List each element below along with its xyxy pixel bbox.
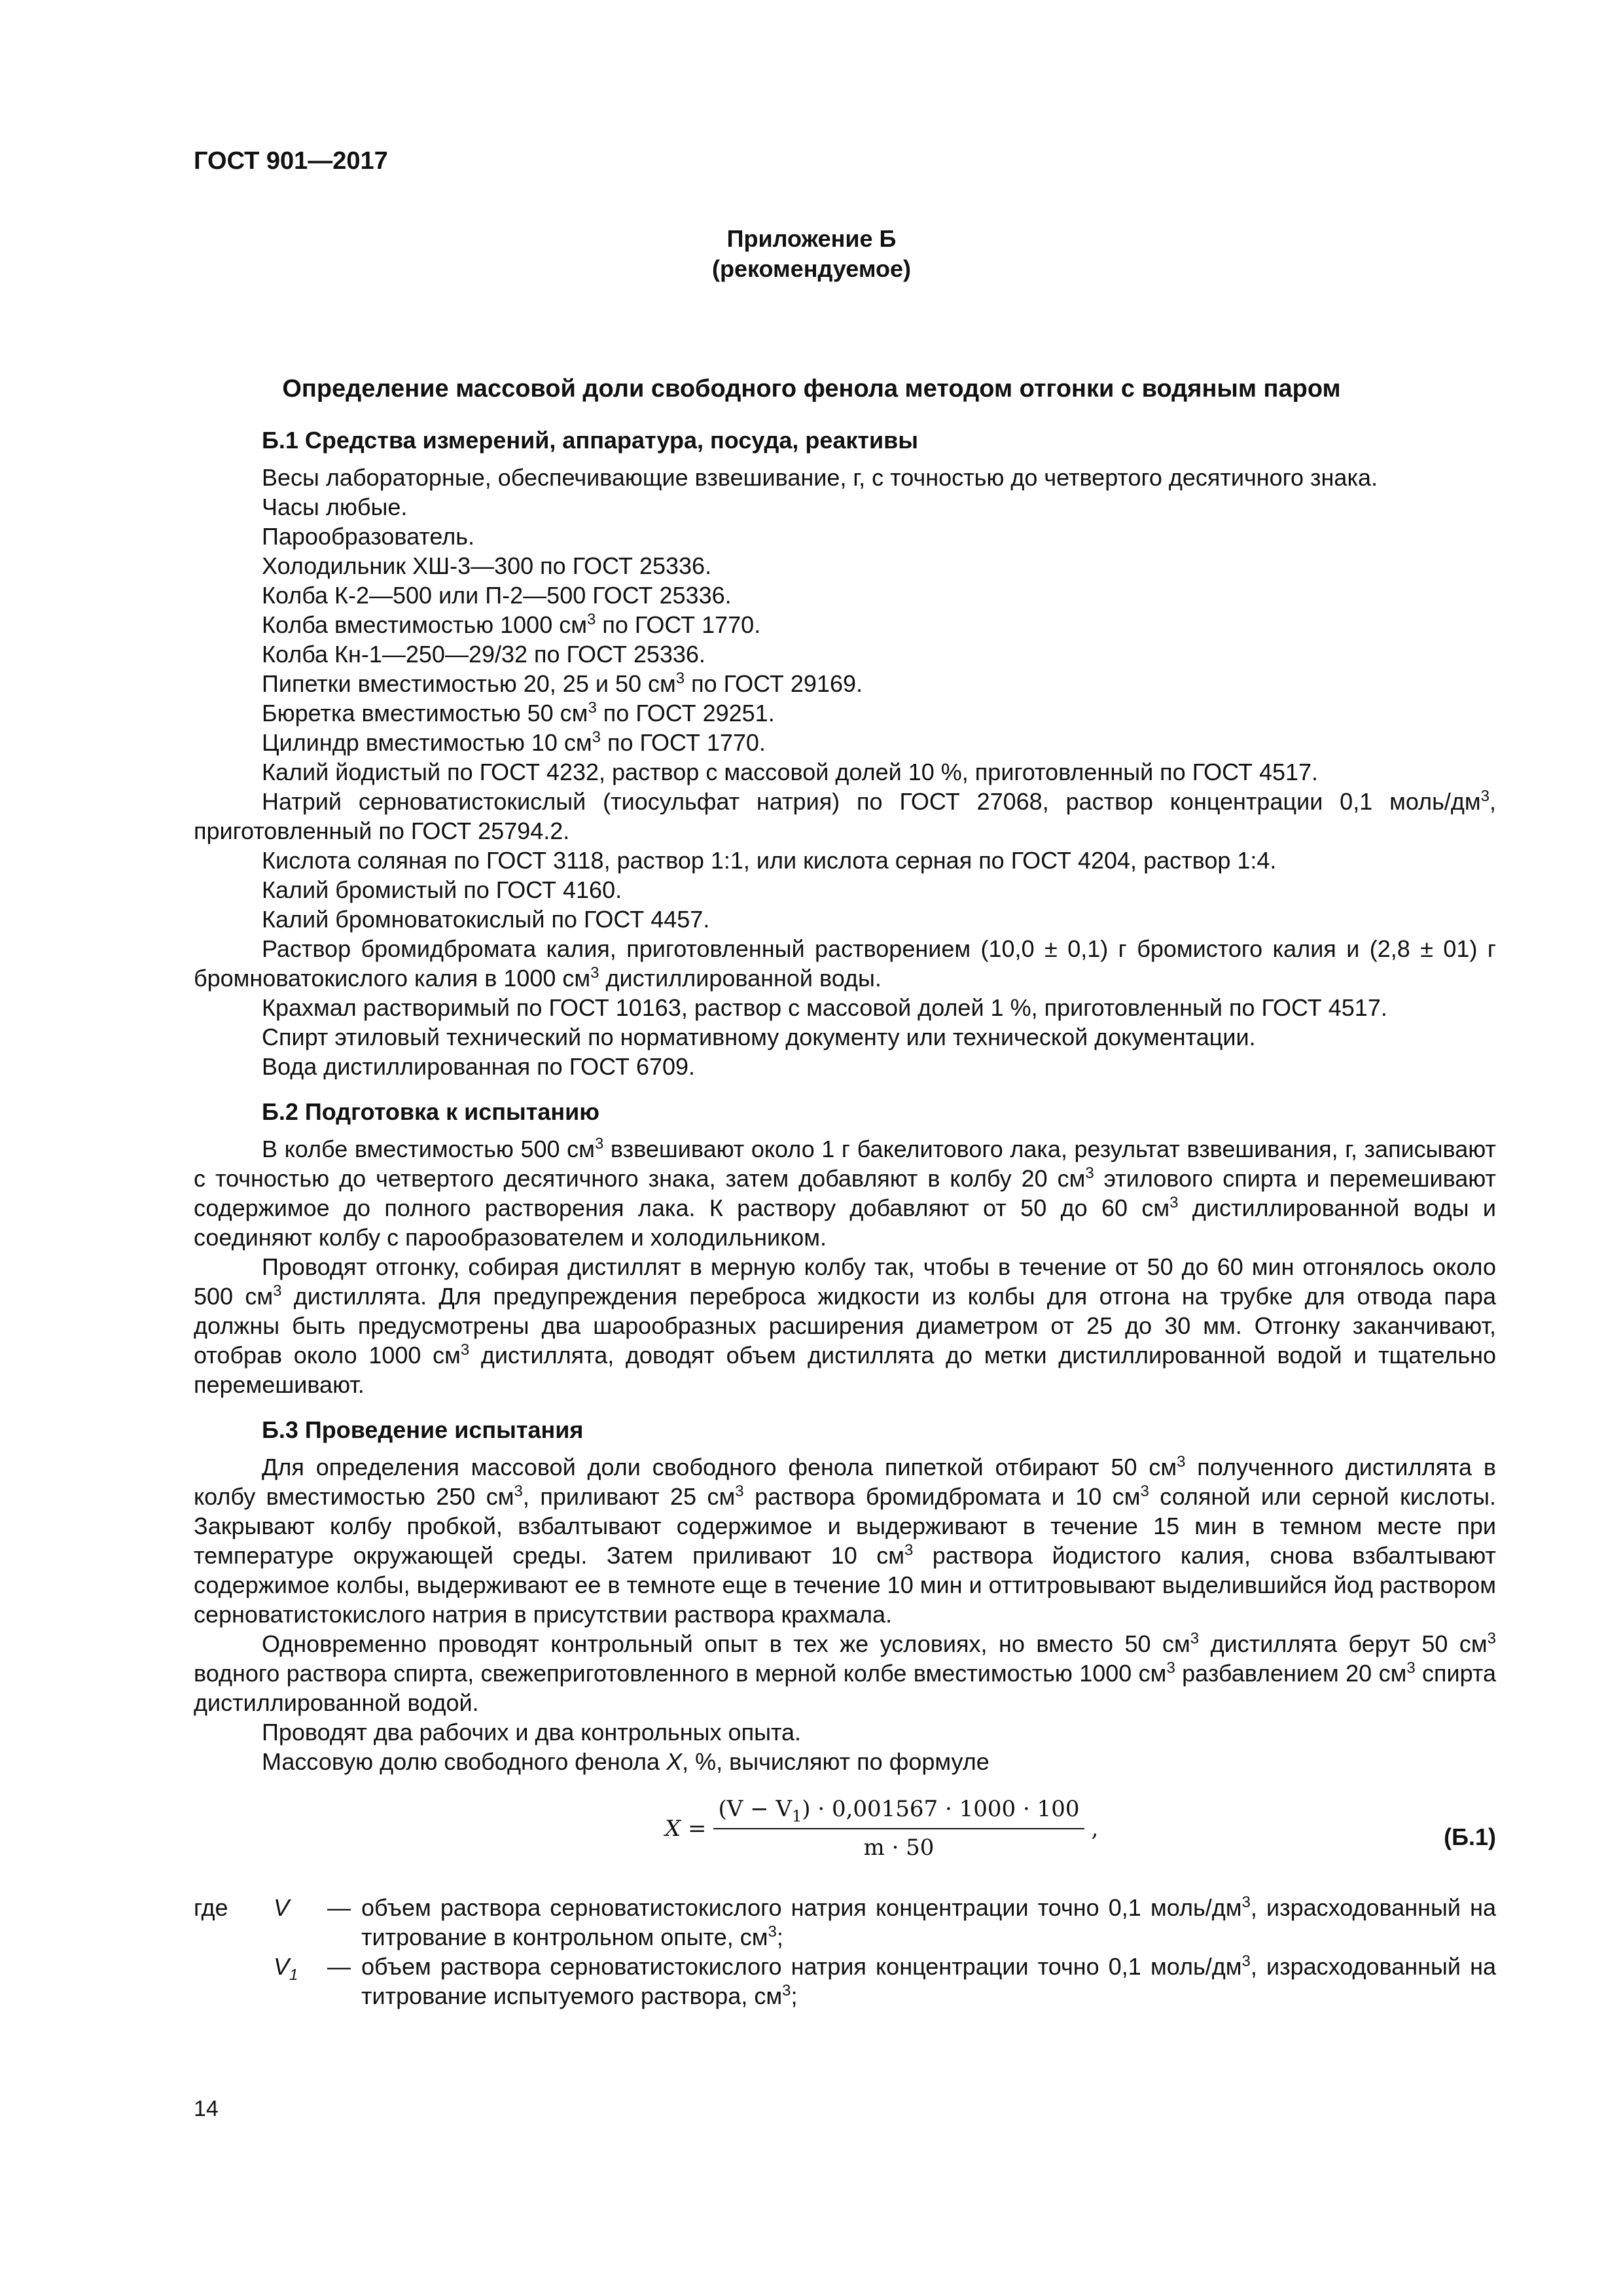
equipment-item: Пипетки вместимостью 20, 25 и 50 $см^3$ по ГОСТ 29169. [262,670,863,697]
equipment-item: Цилиндр вместимостью 10 $см^3$ по ГОСТ 1770. [262,728,766,756]
equipment-item: Кислота соляная по ГОСТ 3118, раствор 1:1, или кислота серная по ГОСТ 4204, раствор 1:4. [262,847,1277,874]
variable-v-symbol: V [274,1894,290,1921]
equipment-item: Калий бромноватокислый по ГОСТ 4457. [262,906,710,933]
equipment-item: Колба К-2—500 или П-2—500 ГОСТ 25336. [262,582,732,609]
equipment-item: Натрий серноватистокислый (тиосульфат натрия) по ГОСТ 27068, раствор концентрации 0,1 моль/$дм^3$, приготовленный по ГОСТ 25794.2. [194,787,1496,844]
equipment-item: Колба вместимостью 1000 $см^3$ по ГОСТ 1770. [262,611,761,638]
formula-fraction [713,1795,1085,1863]
formula-expression [665,1795,1098,1863]
variable-v-definition: объем раствора серноватистокислого натрия концентрации точно 0,1 моль/$дм^3$, израсходованный на титрование в контрольном опыте, $см^3$; [361,1893,1496,1950]
section-b2-heading: Б.2 Подготовка к испытанию [262,1098,600,1125]
equipment-item: Раствор бромидброматa калия, приготовленный растворением (10,0 ± 0,1) г бромистого калия и (2,8 ± 01) г бромноватокислого калия в 1000 $см^3$ дистиллированной воды. [194,935,1496,992]
paragraph: В колбе вместимостью 500 $см^3$ взвешивают около 1 г бакелитового лака, результат взвешивания, г, записывают с точностью до четвертого десятичного знака, затем добавляют в колбу 20 $см^3$ этилового спирта и перемешивают содержимое до полного растворения лака. К раствору добавляют от 50 до 60 $см^3$ дистиллированной воды и соединяют колбу с парообразователем и холодильником. [194,1135,1497,1251]
variable-v1-symbol: $V_1$ [274,1953,298,1984]
annex-status: (рекомендуемое) [712,255,911,282]
equipment-item: Весы лабораторные, обеспечивающие взвешивание, г, с точностью до четвертого десятичного знака. [262,464,1378,491]
equipment-item: Холодильник ХШ-3—300 по ГОСТ 25336. [262,552,712,579]
where-word: где [194,1894,228,1921]
paragraph: Проводят отгонку, собирая дистиллят в мерную колбу так, чтобы в течение от 50 до 60 мин отгонялось около 500 $см^3$ дистиллята. Для предупреждения переброса жидкости из колбы для отгона на трубке для отвода пара должны быть предусмотрены два шарообразных расширения диаметром от 25 до 30 мм. Отгонку заканчивают, отобрав около 1000 $см^3$ дистиллята, доводят объем дистиллята до метки дистиллированной водой и тщательно перемешивают. [194,1253,1496,1398]
formula-lhs: X = [665,1815,707,1842]
variable-definitions [194,1893,1496,2011]
annex-title: Приложение Б [726,225,897,252]
equipment-item: Колба Кн-1—250—29/32 по ГОСТ 25336. [262,641,705,668]
page-number: 14 [194,2096,219,2121]
equipment-list [194,463,1496,1081]
dash: — [327,1953,351,1980]
paragraph: Одновременно проводят контрольный опыт в тех же условиях, но вместо 50 $см^3$ дистиллята берут 50 $см^3$ водного раствора спирта, свежеприготовленного в мерной колбе вместимостью 1000 $см^3$ разбавлением 20 $см^3$ спирта дистиллированной водой. [194,1630,1496,1716]
variable-v1-definition: объем раствора серноватистокислого натрия концентрации точно 0,1 моль/$дм^3$, израсходованный на титрование испытуемого раствора, $см^3$; [361,1952,1496,2009]
formula-b1 [194,1795,1496,1880]
document-body [194,425,1496,2011]
equipment-item: Бюретка вместимостью 50 $см^3$ по ГОСТ 29251. [262,699,775,726]
equipment-item: Калий йодистый по ГОСТ 4232, раствор с массовой долей 10 %, приготовленный по ГОСТ 4517. [262,759,1319,785]
equipment-item: Крахмал растворимый по ГОСТ 10163, раствор с массовой долей 1 %, приготовленный по ГОСТ 4517. [262,994,1387,1021]
equipment-item: Калий бромистый по ГОСТ 4160. [262,876,622,903]
formula-numerator: $(V - V_1) \cdot 0,001567 \cdot 1000 \cdot 100$ [713,1795,1085,1829]
paragraph: Проводят два рабочих и два контрольных опыта. [262,1719,802,1746]
equipment-item: Парообразователь. [262,523,474,550]
standard-header: ГОСТ 901—2017 [194,147,388,175]
section-b3-heading: Б.3 Проведение испытания [262,1416,584,1443]
paragraph: Для определения массовой доли свободного фенола пипеткой отбирают 50 $см^3$ полученного дистиллята в колбу вместимостью 250 $см^3$, приливают 25 $см^3$ раствора бромидбромата и 10 $см^3$ соляной или серной кислоты. Закрывают колбу пробкой, взбалтывают содержимое и выдерживают в течение 15 мин в темном месте при температуре окружающей среды. Затем приливают 10 $см^3$ раствора йодистого калия, снова взбалтывают содержимое колбы, выдерживают ее в темноте еще в течение 10 мин и оттитровывают выделившийся йод раствором серноватистокислого натрия в присутствии раствора крахмала. [194,1453,1496,1628]
formula-denominator: m · 50 [863,1835,935,1861]
equipment-item: Часы любые. [262,493,408,520]
document-title: Определение массовой доли свободного фенола методом отгонки с водяным паром [282,375,1341,403]
formula-comma: , [1091,1815,1099,1842]
annex-heading [0,224,1623,284]
equipment-item: Вода дистиллированная по ГОСТ 6709. [262,1053,696,1080]
section-b1-heading: Б.1 Средства измерений, аппаратура, посуда, реактивы [262,427,919,454]
formula-number: (Б.1) [1444,1823,1496,1850]
paragraph: Массовую долю свободного фенола X, %, вычисляют по формуле [262,1748,990,1775]
dash: — [327,1894,351,1921]
equipment-item: Спирт этиловый технический по нормативному документу или технической документации. [262,1024,1256,1050]
